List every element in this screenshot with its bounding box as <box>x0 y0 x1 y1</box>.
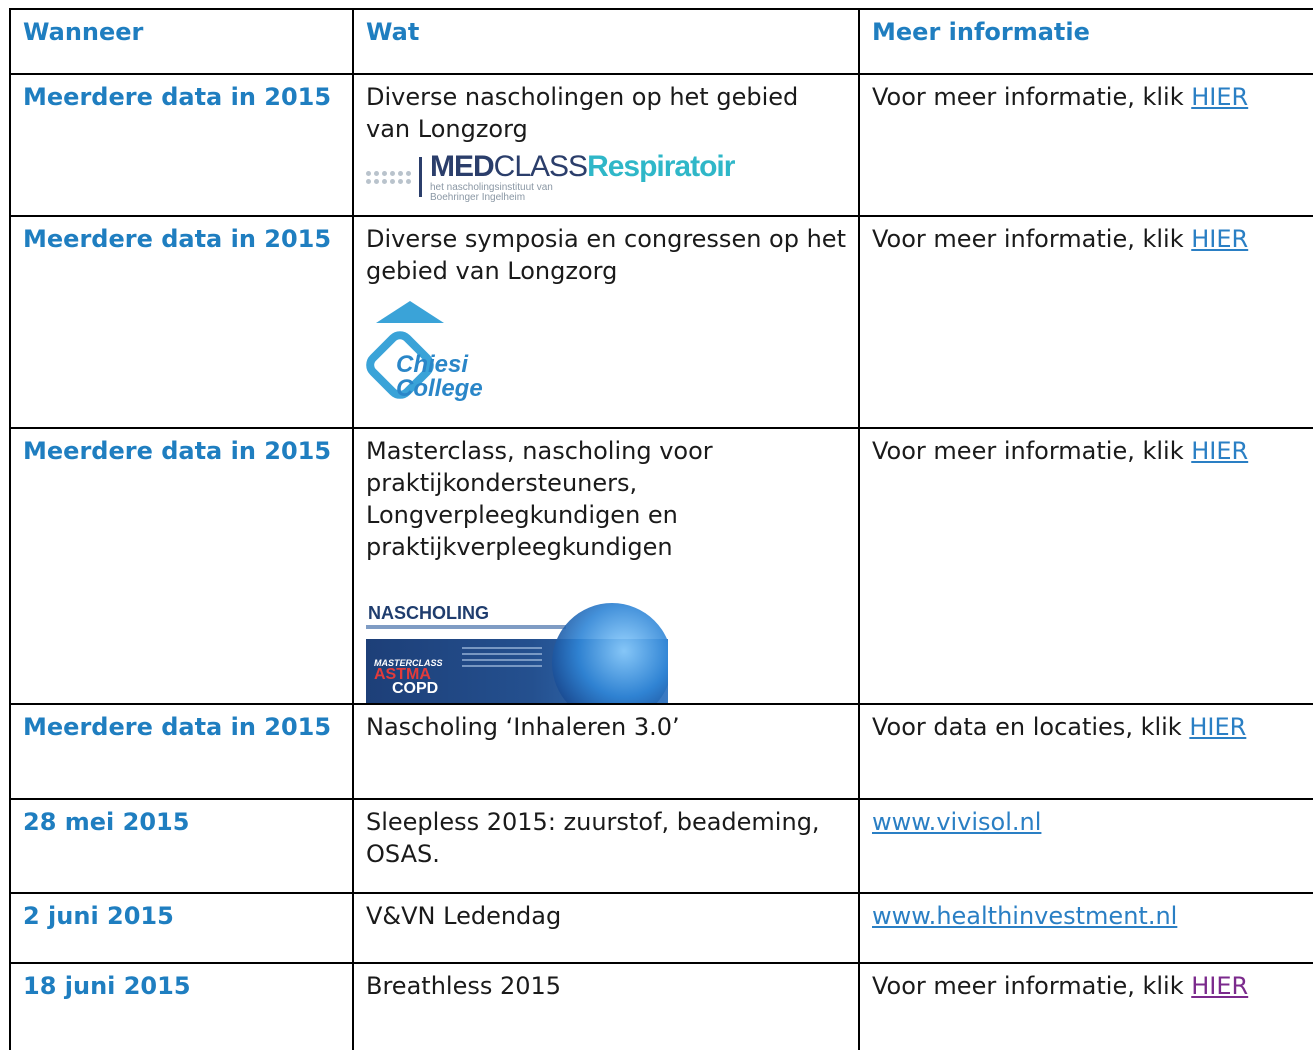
table-row <box>10 963 1313 1050</box>
graduation-cap-icon <box>376 301 444 323</box>
medclass-sub-1: het nascholingsinstituut van <box>430 182 553 193</box>
table-row <box>10 893 1313 963</box>
info-prefix: Voor meer informatie, klik <box>872 972 1192 1000</box>
cell-what: Sleepless 2015: zuurstof, beademing, OSAS. <box>353 799 859 893</box>
cell-what <box>353 216 859 428</box>
events-table <box>9 8 1313 1050</box>
medclass-sub-2: Boehringer Ingelheim <box>430 192 526 203</box>
table-row <box>10 428 1313 704</box>
header-info: Meer informatie <box>859 9 1313 74</box>
cell-what <box>353 428 859 704</box>
medclass-brand-3: Respiratoir <box>587 150 735 183</box>
info-prefix: Voor meer informatie, klik <box>872 437 1192 465</box>
cell-when: Meerdere data in 2015 <box>10 74 353 216</box>
cell-what: Nascholing ‘Inhaleren 3.0’ <box>353 704 859 799</box>
table-row <box>10 74 1313 216</box>
cell-info <box>859 963 1313 1050</box>
hier-link[interactable]: HIER <box>1191 83 1249 111</box>
chiesi-line-2: College <box>396 375 483 402</box>
info-prefix: Voor meer informatie, klik <box>872 83 1192 111</box>
info-prefix: Voor data en locaties, klik <box>872 713 1190 741</box>
cell-when: 28 mei 2015 <box>10 799 353 893</box>
cell-info <box>859 216 1313 428</box>
cell-what-text: Diverse symposia en congressen op het gebied van Longzorg <box>366 225 846 285</box>
cell-info <box>859 799 1313 893</box>
healthinvestment-link[interactable]: www.healthinvestment.nl <box>872 902 1178 930</box>
nascholing-masterclass-logo <box>366 603 668 703</box>
header-when: Wanneer <box>10 9 353 74</box>
header-row <box>10 9 1313 74</box>
hier-link[interactable]: HIER <box>1191 972 1249 1000</box>
hier-link[interactable]: HIER <box>1191 437 1249 465</box>
cell-info <box>859 428 1313 704</box>
medclass-brand-1: MED <box>430 150 494 183</box>
header-what: Wat <box>353 9 859 74</box>
chiesi-college-logo <box>366 299 506 411</box>
cell-what: Breathless 2015 <box>353 963 859 1050</box>
cell-when: Meerdere data in 2015 <box>10 428 353 704</box>
medclass-dots-icon <box>366 171 411 184</box>
medclass-logo <box>366 151 846 203</box>
table-row <box>10 704 1313 799</box>
astma-label: ASTMA <box>374 666 431 683</box>
vivisol-link[interactable]: www.vivisol.nl <box>872 808 1042 836</box>
cell-when: Meerdere data in 2015 <box>10 704 353 799</box>
cell-when: 2 juni 2015 <box>10 893 353 963</box>
cell-what-text: Diverse nascholingen op het gebied van Longzorg <box>366 83 799 143</box>
hier-link[interactable]: HIER <box>1191 225 1249 253</box>
medclass-brand-2: CLASS <box>493 150 588 183</box>
cell-info <box>859 74 1313 216</box>
cell-when: 18 juni 2015 <box>10 963 353 1050</box>
nascholing-title: NASCHOLING <box>368 603 489 623</box>
masterclass-label: MASTERCLASS <box>374 658 443 668</box>
info-prefix: Voor meer informatie, klik <box>872 225 1192 253</box>
hier-link[interactable]: HIER <box>1189 713 1247 741</box>
chiesi-line-1: Chiesi <box>396 351 469 378</box>
cell-info <box>859 893 1313 963</box>
events-table-wrapper <box>9 8 1313 1050</box>
cell-what <box>353 74 859 216</box>
cell-what: V&VN Ledendag <box>353 893 859 963</box>
table-row <box>10 799 1313 893</box>
copd-label: COPD <box>392 680 439 697</box>
cell-info <box>859 704 1313 799</box>
cell-when: Meerdere data in 2015 <box>10 216 353 428</box>
table-row <box>10 216 1313 428</box>
cell-what-text: Masterclass, nascholing voor praktijkondersteuners, Longverpleegkundigen en praktijkverpleegkundigen <box>366 437 713 561</box>
